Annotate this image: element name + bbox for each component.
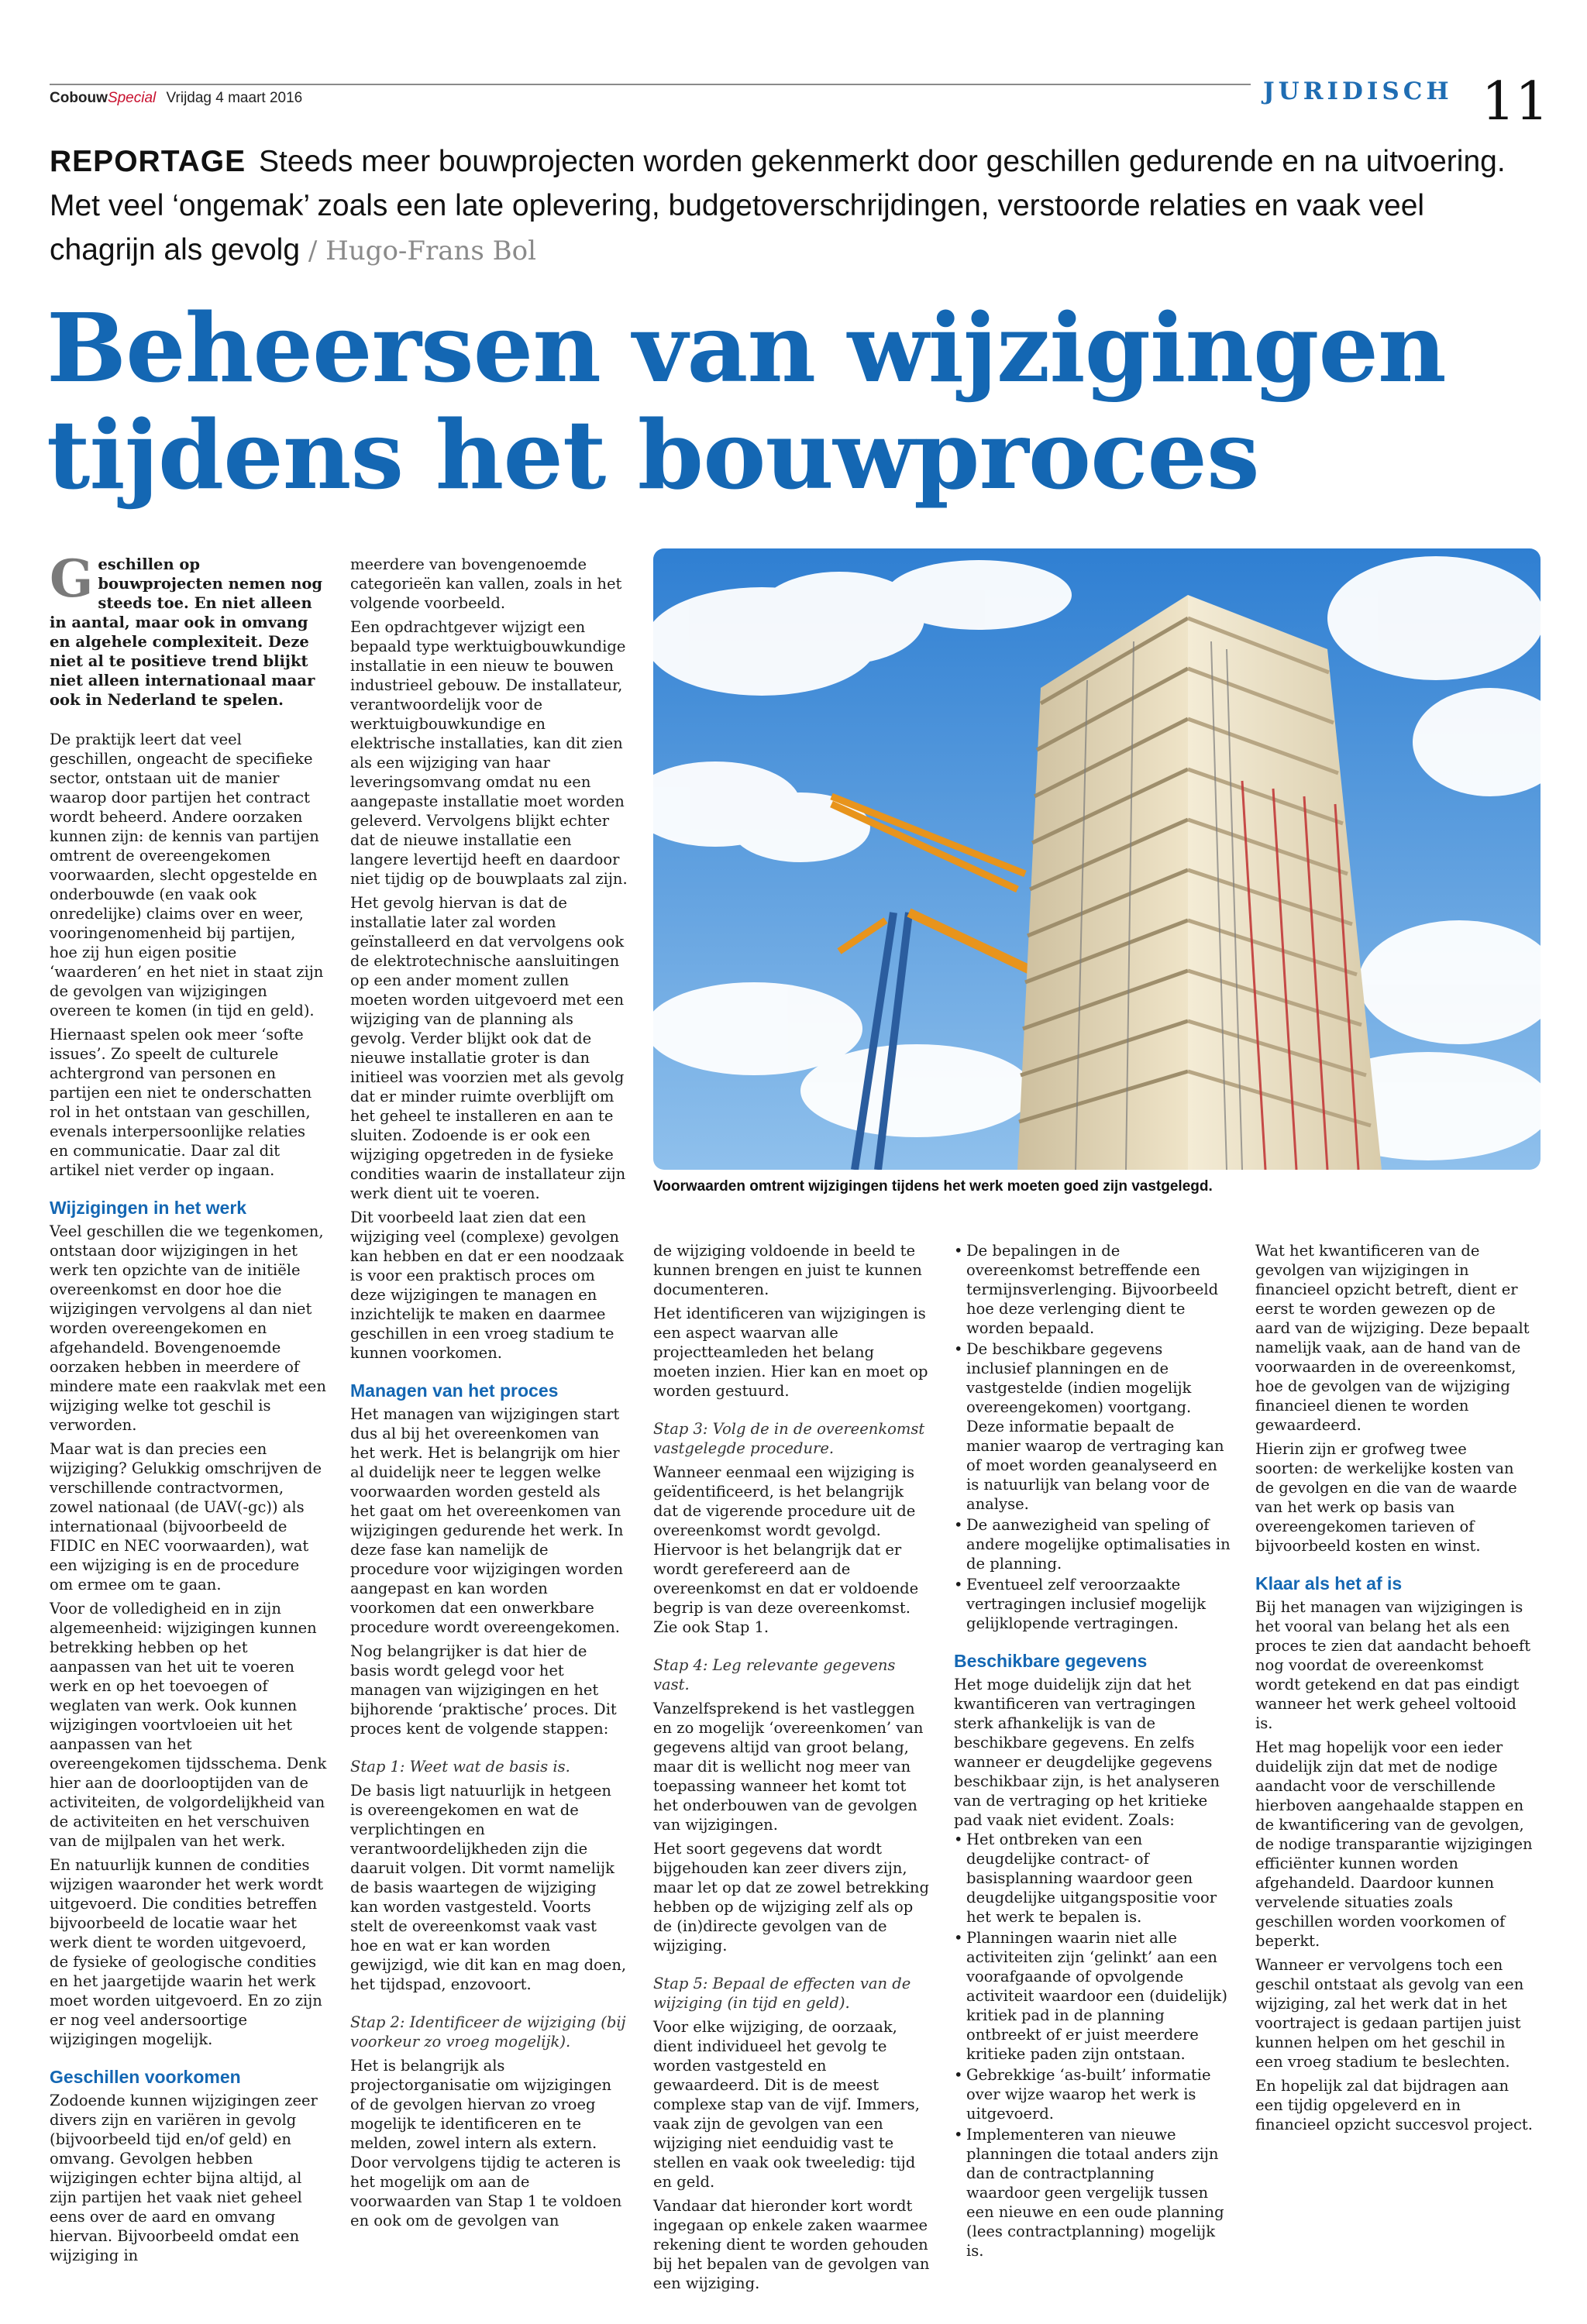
photo-caption: Voorwaarden omtrent wijzigingen tijdens het werk moeten goed zijn vastgelegd. <box>653 1178 1213 1195</box>
article-column-5 <box>1255 1241 1533 2134</box>
bullet-list <box>954 1241 1231 1633</box>
masthead <box>50 90 302 107</box>
headline-line-1: Beheersen van wijzigingen <box>46 292 1446 404</box>
list-item: • De bepalingen in de overeenkomst betreffende een termijnsverlenging. Bijvoorbeeld hoe deze verlenging dient te worden bepaald. <box>954 1241 1231 1338</box>
headline <box>46 292 1565 511</box>
list-item: • Implementeren van nieuwe planningen die totaal anders zijn dan de contractplanning waardoor geen vergelijk tussen een nieuwe en een oude planning (lees contractplanning) mogelijk is. <box>954 2125 1231 2260</box>
subheading: Managen van het proces <box>350 1380 559 1401</box>
masthead-date: Vrijdag 4 maart 2016 <box>166 90 303 106</box>
paragraph: Bij het managen van wijzigingen is het vooral van belang het als een proces te zien dat aandacht behoeft nog voordat de overeenkomst wordt getekend en dat pas eindigt wanneer het werk geheel voltooid is. <box>1255 1598 1531 1732</box>
list-item: • De beschikbare gegevens inclusief planningen en de vastgestelde (indien mogelijk overeengekomen) voortgang. Deze informatie bepaalt de manier waarop de vertraging kan of moet worden geanalyseerd en is natuurlijk van belang voor de analyse. <box>954 1339 1231 1514</box>
paragraph: Vandaar dat hieronder kort wordt ingegaan op enkele zaken waarmee rekening dient te worden gehouden bij het bepalen van de gevolgen van een wijziging. <box>653 2197 930 2292</box>
step-heading: Stap 1: Weet wat de basis is. <box>350 1758 570 1776</box>
paragraph: Een opdrachtgever wijzigt een bepaald type werktuigbouwkundige installatie in een nieuw te bouwen industrieel gebouw. De installateur, verantwoordelijk voor de werktuigbouwkundige en elektrische installaties, kan dit zien als een wijziging van haar leveringsomvang omdat nu een aangepaste installatie moet worden geleverd. Vervolgens blijkt echter dat de nieuwe installatie een langere levertijd heeft en daardoor niet tijdig op de bouwplaats zal zijn. <box>350 618 628 888</box>
list-item: • Het ontbreken van een deugdelijke contract- of basisplanning waardoor geen deugdelijke uitgangspositie voor het werk te bepalen is. <box>954 1830 1231 1927</box>
paragraph: De basis ligt natuurlijk in hetgeen is overeengekomen en wat de verplichtingen en verantwoordelijkheden zijn die daaruit volgen. Dit vormt namelijk de basis waartegen de wijziging kan worden vastgesteld. Voorts stelt de overeenkomst vaak vast hoe en wat er kan worden gewijzigd, wie dit kan en mag doen, het tijdspad, enzovoort. <box>350 1782 627 1993</box>
paragraph: En hopelijk zal dat bijdragen aan een tijdig opgeleverd en in financieel opzicht succesvol project. <box>1255 2077 1533 2133</box>
paragraph: Voor de volledigheid en in zijn algemeenheid: wijzigingen kunnen betrekking hebben op het aanpassen van het uit te voeren werk en op het toevoegen of weglaten van werk. Ook kunnen wijzigingen voortvloeien uit het aanpassen van het overeengekomen tijdsschema. Denk hier aan de doorlooptijden van de activiteiten, de volgordelijkheid van de activiteiten en het verschuiven van de mijlpalen van het werk. <box>50 1600 327 1850</box>
paragraph: de wijziging voldoende in beeld te kunnen brengen en juist te kunnen documenteren. <box>653 1242 922 1298</box>
headline-line-2: tijdens het bouwproces <box>46 399 1259 511</box>
paragraph: Wanneer er vervolgens toch een geschil ontstaat als gevolg van een wijziging, zal het werk dat in het voortraject is gedaan partijen juist kunnen helpen om het geschil in een vroeg stadium te beslechten. <box>1255 1956 1524 2071</box>
paragraph: Wat het kwantificeren van de gevolgen van wijzigingen in financieel opzicht betreft, dient er eerst te worden gewezen op de aard van de wijziging. Deze bepaalt namelijk vaak, aan de hand van de voorwaarden in de overeenkomst, hoe de gevolgen van de wijziging financieel dienen te worden gewaardeerd. <box>1255 1242 1530 1434</box>
paragraph: Veel geschillen die we tegenkomen, ontstaan door wijzigingen in het werk ten opzichte van de initiële overeenkomst en door hoe die wijzigingen vervolgens al dan niet worden overeengekomen en afgehandeld. Bovengenoemde oorzaken hebben in meerdere of mindere mate een raakvlak met een wijziging welke tot geschil is verworden. <box>50 1222 326 1434</box>
page-number: 11 <box>1482 71 1549 132</box>
paragraph: Het mag hopelijk voor een ieder duidelijk zijn dat met de nodige aandacht voor de verschillende hierboven aangehaalde stappen en de kwantificering van de gevolgen, de nodige transparantie wijzigingen efficiënter kunnen worden afgehandeld. Daardoor kunnen vervelende situaties zoals geschillen worden voorkomen of beperkt. <box>1255 1738 1533 1950</box>
paragraph: Het is belangrijk als projectorganisatie om wijzigingen of de gevolgen hiervan zo vroeg mogelijk te identificeren en te melden, zowel intern als extern. Door vervolgens tijdig te acteren is het mogelijk om aan de voorwaarden van Stap 1 te voldoen en ook om de gevolgen van <box>350 2057 622 2229</box>
paragraph: Vanzelfsprekend is het vastleggen en zo mogelijk ‘overeenkomen’ van gegevens altijd van groot belang, maar dit is wellicht nog meer van toepassing wanneer het komt tot het onderbouwen van de gevolgen van wijzigingen. <box>653 1700 924 1834</box>
article-column-2 <box>350 555 628 2230</box>
paragraph: Het identificeren van wijzigingen is een aspect waarvan alle projectteamleden het belang moeten inzien. Hier kan en moet op worden gestuurd. <box>653 1305 928 1400</box>
paragraph: Het moge duidelijk zijn dat het kwantificeren van vertragingen sterk afhankelijk is van de beschikbare gegevens. En zelfs wanneer er deugdelijke gegevens beschikbaar zijn, is het analyseren van de vertraging op het kritieke pad vaak niet evident. Zoals: <box>954 1676 1220 1829</box>
paragraph: Nog belangrijker is dat hier de basis wordt gelegd voor het managen van wijzigingen en het bijhorende ‘praktische’ proces. Dit proces kent de volgende stappen: <box>350 1642 617 1738</box>
drop-cap: G <box>50 548 94 609</box>
paragraph: Hiernaast spelen ook meer ‘softe issues’. Zo speelt de culturele achtergrond van personen en partijen een niet te onderschatten rol in het ontstaan van geschillen, evenals interpersoonlijke relaties en communicatie. Daar zal dit artikel niet verder op ingaan. <box>50 1026 312 1179</box>
paragraph: Maar wat is dan precies een wijziging? Gelukkig omschrijven de verschillende contractvormen, zowel nationaal (de UAV(-gc)) als internationaal (bijvoorbeeld de FIDIC en NEC voorwaarden), wat een wijziging is en de procedure om ermee om te gaan. <box>50 1440 322 1593</box>
subheading: Wijzigingen in het werk <box>50 1198 247 1218</box>
masthead-special: Special <box>107 90 157 106</box>
header-rule <box>50 84 1251 85</box>
paragraph: Het managen van wijzigingen start dus al bij het overeenkomen van het werk. Het is belangrijk om hier al duidelijk neer te leggen welke voorwaarden worden gesteld als het gaat om het overeenkomen van wijzigingen gedurende het werk. In deze fase kan namelijk de procedure voor wijzigingen worden aangepast en kan worden voorkomen dat een onwerkbare procedure wordt overeengekomen. <box>350 1405 624 1636</box>
paragraph: Zodoende kunnen wijzigingen zeer divers zijn en variëren in gevolg (bijvoorbeeld tijd en/of geld) en omvang. Gevolgen hebben wijzigingen echter bijna altijd, al zijn partijen het vaak niet geheel eens over de aard en omvang hiervan. Bijvoorbeeld omdat een wijziging in <box>50 2092 318 2264</box>
list-item: • Gebrekkige ‘as-built’ informatie over wijze waarop het werk is uitgevoerd. <box>954 2065 1231 2123</box>
lede-text: Steeds meer bouwprojecten worden gekenmerkt door geschillen gedurende en na uitvoering. Met veel ‘ongemak’ zoals een late oplevering, budgetoverschrijdingen, verstoorde relaties en vaak veel chagrijn als gevolg <box>50 145 1506 266</box>
article-column-1 <box>50 548 327 2265</box>
subheading: Beschikbare gegevens <box>954 1651 1148 1671</box>
list-item: • Eventueel zelf veroorzaakte vertragingen inclusief mogelijk gelijklopende vertragingen. <box>954 1575 1231 1633</box>
paragraph: Voor elke wijziging, de oorzaak, dient individueel het gevolg te worden vastgesteld en gewaardeerd. Dit is de meest complexe stap van de vijf. Immers, vaak zijn de gevolgen van een wijziging niet eenduidig vast te stellen en vaak ook tweeledig: tijd en geld. <box>653 2018 920 2191</box>
paragraph: En natuurlijk kunnen de condities wijzigen waaronder het werk wordt uitgevoerd. Die condities betreffen bijvoorbeeld de locatie waar het werk dient te worden uitgevoerd, de fysieke of geologische condities en het jaargetijde waarin het werk moet worden uitgevoerd. En zo zijn er nog veel andersoortige wijzigingen mogelijk. <box>50 1856 324 2048</box>
list-item: • De aanwezigheid van speling of andere mogelijke optimalisaties in de planning. <box>954 1515 1231 1573</box>
article-column-4 <box>954 1241 1231 2260</box>
lede <box>50 139 1537 273</box>
lede-kicker: REPORTAGE <box>50 145 246 178</box>
subheading: Klaar als het af is <box>1255 1573 1403 1593</box>
step-heading: Stap 5: Bepaal de effecten van de wijziging (in tijd en geld). <box>653 1975 911 2012</box>
paragraph: Dit voorbeeld laat zien dat een wijziging veel (complexe) gevolgen kan hebben en dat er een noodzaak is voor een praktisch proces om deze wijzigingen te managen en inzichtelijk te maken en daarmee geschillen in een vroeg stadium te kunnen voorkomen. <box>350 1208 624 1362</box>
masthead-brand: Cobouw <box>50 90 108 106</box>
step-heading: Stap 3: Volg de in de overeenkomst vastgelegde procedure. <box>653 1420 925 1457</box>
intro-paragraph <box>50 548 327 710</box>
paragraph: Wanneer eenmaal een wijziging is geïdentificeerd, is het belangrijk dat de vigerende procedure uit de overeenkomst wordt gevolgd. Hiervoor is het belangrijk dat er wordt gerefereerd aan de overeenkomst en dat er voldoende begrip is van deze overeenkomst. Zie ook Stap 1. <box>653 1463 919 1636</box>
paragraph: Het soort gegevens dat wordt bijgehouden kan zeer divers zijn, maar let op dat ze zowel betrekking hebben op de wijziging zelf als op de (in)directe gevolgen van de wijziging. <box>653 1840 929 1954</box>
paragraph: Hierin zijn er grofweg twee soorten: de werkelijke kosten van de gevolgen en die van de waarde van het werk op basis van overeengekomen tarieven of bijvoorbeeld kosten en winst. <box>1255 1440 1517 1555</box>
step-heading: Stap 2: Identificeer de wijziging (bij voorkeur zo vroeg mogelijk). <box>350 2013 626 2051</box>
list-item: • Planningen waarin niet alle activiteiten zijn ‘gelinkt’ aan een voorafgaande of opvolgende activiteit waardoor een (duidelijk) kritiek pad in de planning ontbreekt of er juist meerdere kritieke paden zijn ontstaan. <box>954 1928 1231 2064</box>
step-heading: Stap 4: Leg relevante gegevens vast. <box>653 1656 896 1693</box>
byline: / Hugo-Frans Bol <box>308 235 537 266</box>
bullet-list <box>954 1830 1231 2260</box>
intro-text: eschillen op bouwprojecten nemen nog steeds toe. En niet alleen in aantal, maar ook in omvang en algehele complexiteit. Deze niet al te positieve trend blijkt niet alleen internationaal maar ook in Nederland te spelen. <box>50 555 323 709</box>
article-column-3 <box>653 1241 931 2293</box>
paragraph: Het gevolg hiervan is dat de installatie later zal worden geïnstalleerd en dat vervolgens ook de elektrotechnische aansluitingen op een ander moment zullen moeten worden uitgevoerd met een wijziging van de planning als gevolg. Verder blijkt ook dat de nieuwe installatie groter is dan initieel was voorzien met als gevolg dat er minder ruimte overblijft om het geheel te installeren en aan te sluiten. Zodoende is er ook een wijziging opgetreden in de fysieke condities waarin de installateur zijn werk dient uit te voeren. <box>350 894 626 1202</box>
paragraph: meerdere van bovengenoemde categorieën kan vallen, zoals in het volgende voorbeeld. <box>350 555 622 612</box>
construction-photo <box>653 548 1541 1170</box>
subheading: Geschillen voorkomen <box>50 2067 241 2087</box>
paragraph: De praktijk leert dat veel geschillen, ongeacht de specifieke sector, ontstaan uit de manier waarop door partijen het contract wordt beheerd. Andere oorzaken kunnen zijn: de kennis van partijen omtrent de overeengekomen voorwaarden, slecht opgestelde en onderbouwde (en vaak ook onredelijke) claims over en weer, vooringenomenheid bij partijen, hoe zij hun eigen positie ‘waarderen’ en het niet in staat zijn de gevolgen van wijzigingen overeen te komen (in tijd en geld). <box>50 731 324 1019</box>
section-name: JURIDISCH <box>1263 77 1453 105</box>
